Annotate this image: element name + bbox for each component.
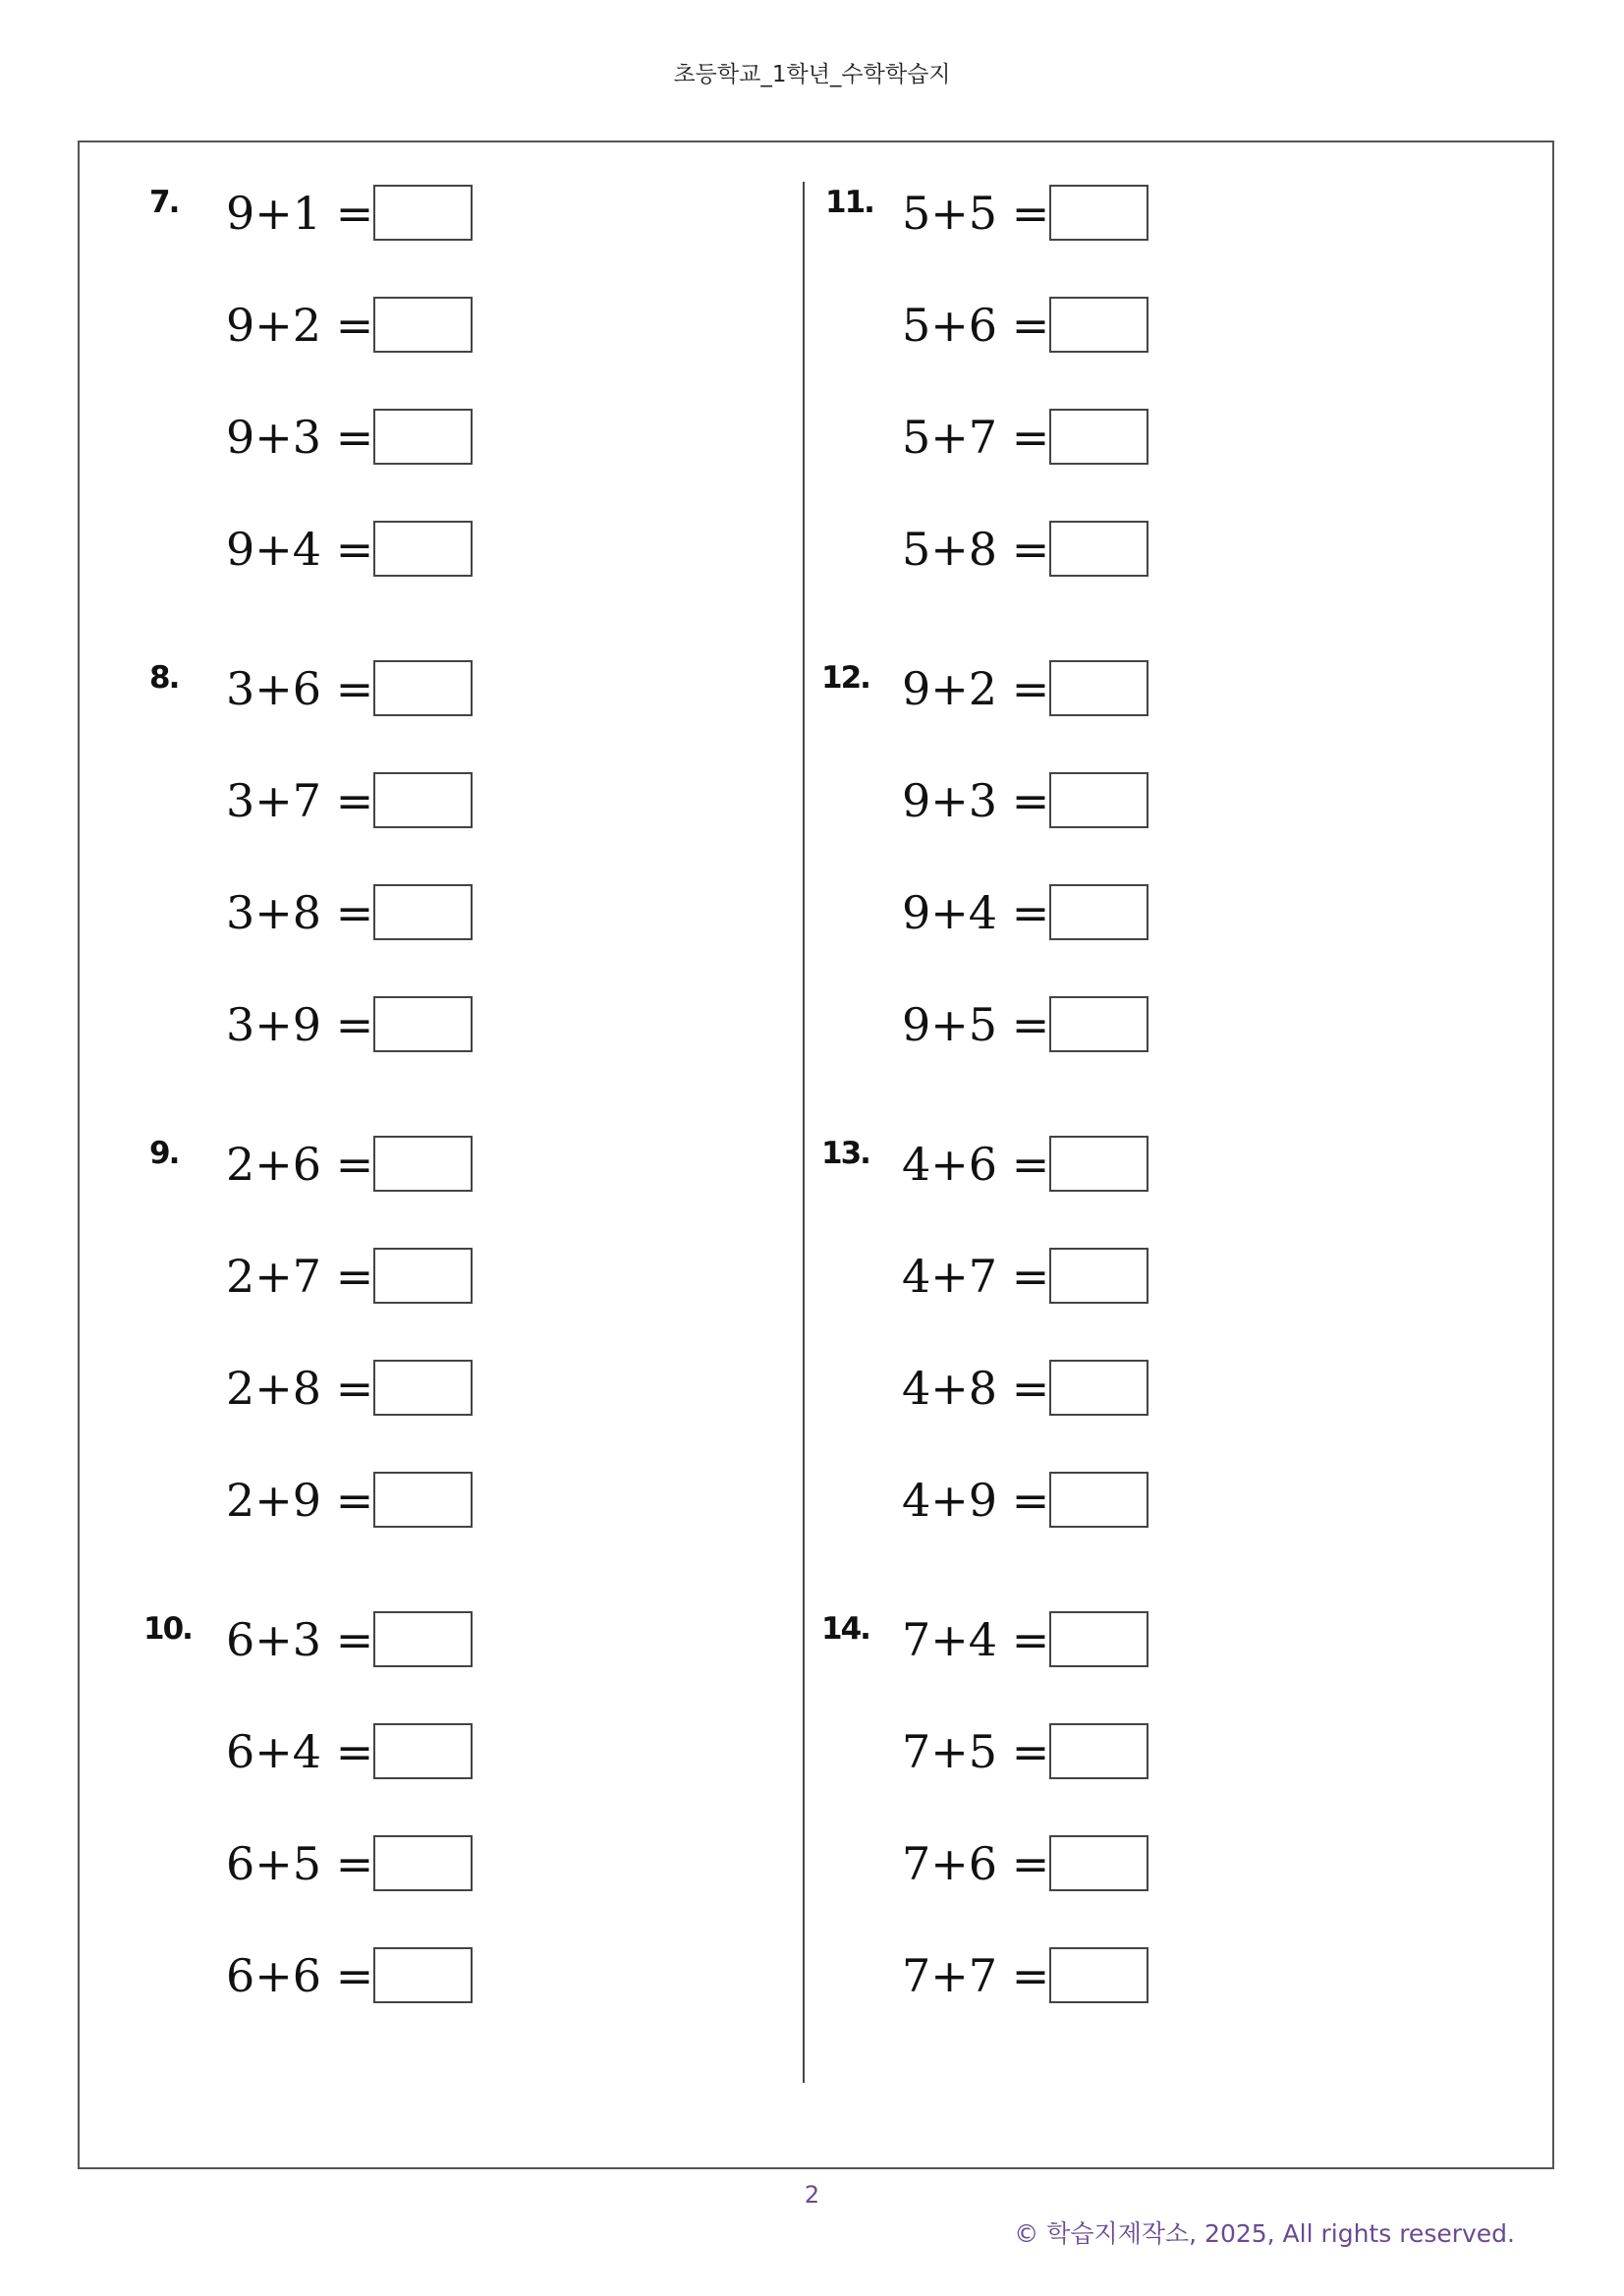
equation-text: 5+8 = <box>902 523 1050 576</box>
problem-10 <box>143 1611 792 2024</box>
equation-text: 6+5 = <box>226 1837 374 1890</box>
equation-text: 3+9 = <box>226 998 374 1051</box>
equation-text: 9+4 = <box>226 523 374 576</box>
equation-text: 6+4 = <box>226 1725 374 1778</box>
equation-text: 9+5 = <box>902 998 1050 1051</box>
answer-box[interactable] <box>373 1136 473 1192</box>
answer-box[interactable] <box>373 297 473 353</box>
equation-text: 3+6 = <box>226 662 374 715</box>
equation-text: 5+6 = <box>902 299 1050 352</box>
equation-row <box>902 297 1491 354</box>
answer-box[interactable] <box>373 185 473 241</box>
problem-14 <box>821 1611 1470 2024</box>
equation-text: 7+7 = <box>902 1949 1050 2002</box>
equation-text: 4+8 = <box>902 1362 1050 1415</box>
equation-row <box>902 1472 1491 1529</box>
answer-box[interactable] <box>1049 1248 1148 1304</box>
problem-number: 10. <box>143 1611 192 1647</box>
equation-text: 9+1 = <box>226 187 374 240</box>
problem-8 <box>149 660 798 1073</box>
equation-row <box>902 1360 1491 1417</box>
answer-box[interactable] <box>1049 1947 1148 2003</box>
equation-row <box>226 1136 815 1193</box>
page-number: 2 <box>804 2181 820 2209</box>
answer-box[interactable] <box>373 1248 473 1304</box>
equation-row <box>902 1723 1491 1780</box>
equation-row <box>902 1835 1491 1892</box>
equation-row <box>902 185 1491 242</box>
problem-7 <box>149 185 798 597</box>
problem-number: 11. <box>825 185 873 220</box>
problem-9 <box>149 1136 798 1548</box>
equation-text: 6+6 = <box>226 1949 374 2002</box>
equation-row <box>226 185 815 242</box>
problem-number: 13. <box>821 1136 869 1171</box>
equation-row <box>226 1360 815 1417</box>
equation-row <box>902 1136 1491 1193</box>
problem-11 <box>825 185 1474 597</box>
problem-12 <box>821 660 1470 1073</box>
answer-box[interactable] <box>373 521 473 577</box>
copyright-notice: © 학습지제작소, 2025, All rights reserved. <box>1014 2219 1515 2248</box>
equation-text: 2+6 = <box>226 1138 374 1191</box>
answer-box[interactable] <box>1049 1472 1148 1528</box>
answer-box[interactable] <box>1049 1723 1148 1779</box>
equation-text: 4+7 = <box>902 1250 1050 1303</box>
equation-text: 6+3 = <box>226 1613 374 1666</box>
problem-number: 12. <box>821 660 869 696</box>
answer-box[interactable] <box>373 996 473 1052</box>
equation-text: 9+4 = <box>902 886 1050 939</box>
equation-row <box>226 1611 815 1668</box>
answer-box[interactable] <box>1049 772 1148 828</box>
problem-13 <box>821 1136 1470 1548</box>
answer-box[interactable] <box>373 884 473 940</box>
answer-box[interactable] <box>1049 1360 1148 1416</box>
answer-box[interactable] <box>373 1611 473 1667</box>
page-header-title: 초등학교_1학년_수학학습지 <box>673 62 951 87</box>
equation-row <box>902 884 1491 941</box>
equation-row <box>902 521 1491 578</box>
answer-box[interactable] <box>373 1472 473 1528</box>
column-divider <box>803 182 805 2083</box>
equation-row <box>226 1947 815 2004</box>
answer-box[interactable] <box>373 660 473 716</box>
equation-row <box>226 1248 815 1305</box>
answer-box[interactable] <box>1049 660 1148 716</box>
equation-text: 2+9 = <box>226 1474 374 1527</box>
answer-box[interactable] <box>373 772 473 828</box>
equation-row <box>902 660 1491 717</box>
answer-box[interactable] <box>373 1947 473 2003</box>
answer-box[interactable] <box>1049 1835 1148 1891</box>
answer-box[interactable] <box>1049 409 1148 465</box>
answer-box[interactable] <box>373 1723 473 1779</box>
equation-text: 7+5 = <box>902 1725 1050 1778</box>
equation-row <box>226 1472 815 1529</box>
equation-row <box>226 521 815 578</box>
equation-text: 4+6 = <box>902 1138 1050 1191</box>
equation-text: 9+3 = <box>226 411 374 464</box>
equation-text: 9+2 = <box>902 662 1050 715</box>
problem-number: 7. <box>149 185 179 220</box>
equation-row <box>226 772 815 829</box>
equation-text: 3+7 = <box>226 774 374 827</box>
equation-row <box>226 297 815 354</box>
equation-text: 3+8 = <box>226 886 374 939</box>
equation-text: 5+7 = <box>902 411 1050 464</box>
equation-row <box>226 409 815 466</box>
problem-number: 9. <box>149 1136 179 1171</box>
answer-box[interactable] <box>373 1360 473 1416</box>
equation-row <box>902 1947 1491 2004</box>
answer-box[interactable] <box>373 1835 473 1891</box>
problem-number: 8. <box>149 660 179 696</box>
equation-text: 4+9 = <box>902 1474 1050 1527</box>
equation-row <box>226 1835 815 1892</box>
equation-row <box>226 884 815 941</box>
problem-number: 14. <box>821 1611 869 1647</box>
equation-text: 7+6 = <box>902 1837 1050 1890</box>
equation-row <box>226 660 815 717</box>
answer-box[interactable] <box>1049 996 1148 1052</box>
equation-row <box>226 1723 815 1780</box>
equation-text: 9+2 = <box>226 299 374 352</box>
equation-text: 2+7 = <box>226 1250 374 1303</box>
equation-row <box>902 1611 1491 1668</box>
equation-row <box>902 409 1491 466</box>
equation-text: 2+8 = <box>226 1362 374 1415</box>
answer-box[interactable] <box>1049 884 1148 940</box>
equation-text: 5+5 = <box>902 187 1050 240</box>
equation-text: 7+4 = <box>902 1613 1050 1666</box>
equation-row <box>226 996 815 1053</box>
equation-row <box>902 1248 1491 1305</box>
answer-box[interactable] <box>1049 297 1148 353</box>
equation-text: 9+3 = <box>902 774 1050 827</box>
answer-box[interactable] <box>1049 1136 1148 1192</box>
answer-box[interactable] <box>1049 185 1148 241</box>
answer-box[interactable] <box>1049 521 1148 577</box>
answer-box[interactable] <box>1049 1611 1148 1667</box>
equation-row <box>902 996 1491 1053</box>
equation-row <box>902 772 1491 829</box>
answer-box[interactable] <box>373 409 473 465</box>
